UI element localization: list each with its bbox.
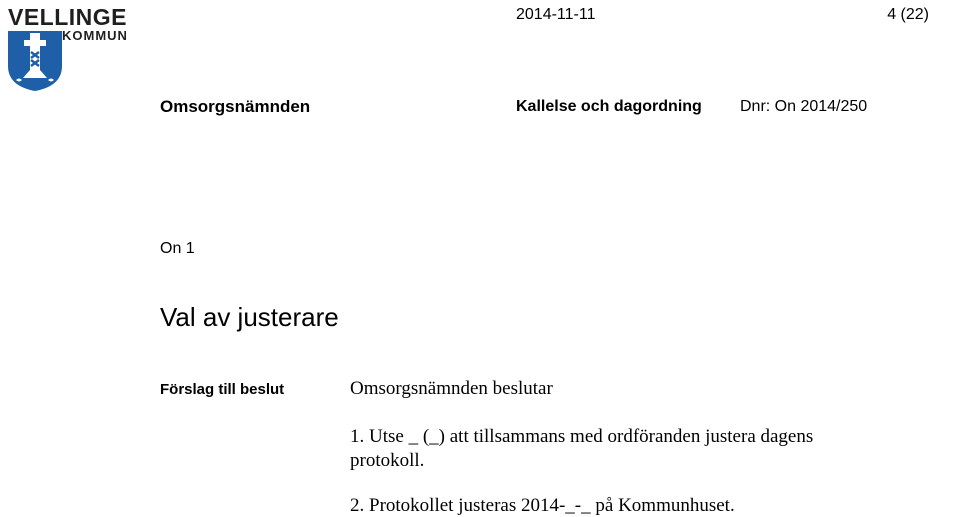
coat-of-arms-icon: [6, 26, 64, 92]
agenda-item-title: Val av justerare: [160, 302, 339, 332]
proposal-point-1: 1. Utse _ (_) att tillsammans med ordföranden justera dagens: [350, 426, 814, 447]
logo-sub: KOMMUN: [62, 28, 128, 43]
proposal-point-2: 2. Protokollet justeras 2014-_-_ på Kommunhuset.: [350, 495, 735, 516]
document-type: Kallelse och dagordning: [516, 98, 702, 115]
meeting-date: 2014-11-11: [516, 6, 596, 23]
registration-number: Dnr: On 2014/250: [740, 98, 868, 115]
logo-name: VELLINGE: [8, 4, 128, 30]
page-indicator: 4 (22): [887, 6, 929, 23]
municipality-logo: [6, 4, 154, 94]
proposal-label: Förslag till beslut: [160, 381, 285, 398]
proposal-point-1-continued: protokoll.: [350, 450, 425, 471]
proposal-intro: Omsorgsnämnden beslutar: [350, 378, 553, 399]
committee-name: Omsorgsnämnden: [160, 97, 311, 116]
agenda-item-number: On 1: [160, 240, 195, 257]
